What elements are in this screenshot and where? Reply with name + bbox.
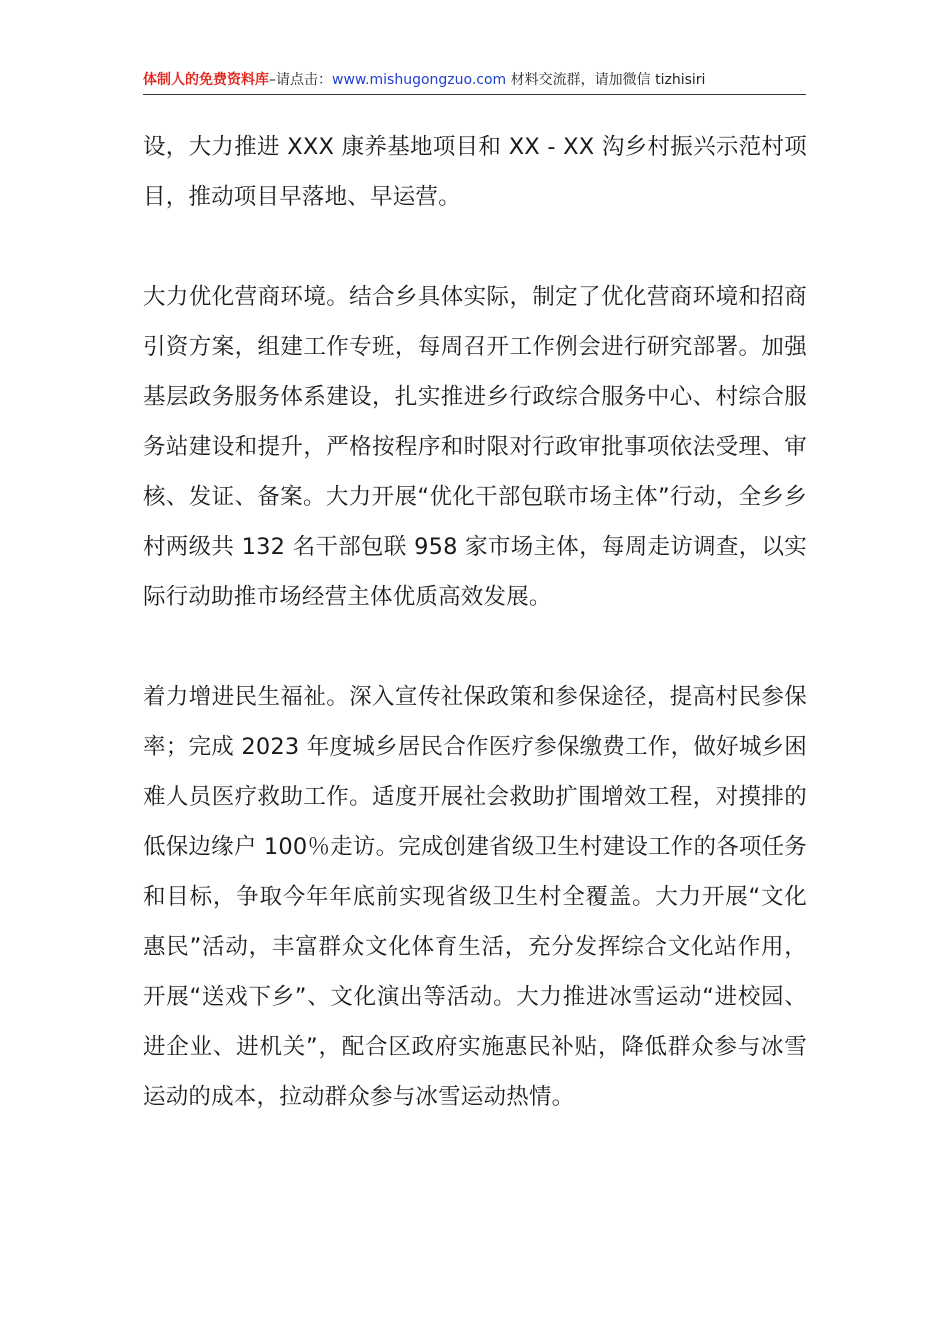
- paragraph-livelihood-welfare: 着力增进民生福祉。深入宣传社保政策和参保途径，提高村民参保率；完成 2023 年度城乡居民合作医疗参保缴费工作，做好城乡困难人员医疗救助工作。适度开展社会救助扩围增效工程，对摸排的低保边缘户 100％走访。完成创建省级卫生村建设工作的各项任务和目标，争取今年年底前实现省级卫生村全覆盖。大力开展“文化惠民”活动，丰富群众文化体育生活，充分发挥综合文化站作用，开展“送戏下乡”、文化演出等活动。大力推进冰雪运动“进校园、进企业、进机关”，配合区政府实施惠民补贴，降低群众参与冰雪运动的成本，拉动群众参与冰雪运动热情。: [143, 684, 807, 1110]
- page-header: [143, 68, 806, 95]
- contact-info: 材料交流群，请加微信 tizhisiri: [506, 72, 706, 88]
- site-name: 体制人的免费资料库: [143, 72, 269, 88]
- document-body: [143, 122, 807, 1122]
- paragraph-business-environment: 大力优化营商环境。结合乡具体实际，制定了优化营商环境和招商引资方案，组建工作专班，每周召开工作例会进行研究部署。加强基层政务服务体系建设，扎实推进乡行政综合服务中心、村综合服务站建设和提升，严格按程序和时限对行政审批事项依法受理、审核、发证、备案。大力开展“优化干部包联市场主体”行动，全乡乡村两级共 132 名干部包联 958 家市场主体，每周走访调查，以实际行动助推市场经营主体优质高效发展。: [143, 284, 807, 610]
- site-url-link[interactable]: www.mishugongzuo.com: [332, 72, 507, 88]
- click-prompt: –请点击：: [269, 72, 332, 88]
- paragraph-project-promotion: 设，大力推进 XXX 康养基地项目和 XX - XX 沟乡村振兴示范村项目，推动项目早落地、早运营。: [143, 134, 807, 210]
